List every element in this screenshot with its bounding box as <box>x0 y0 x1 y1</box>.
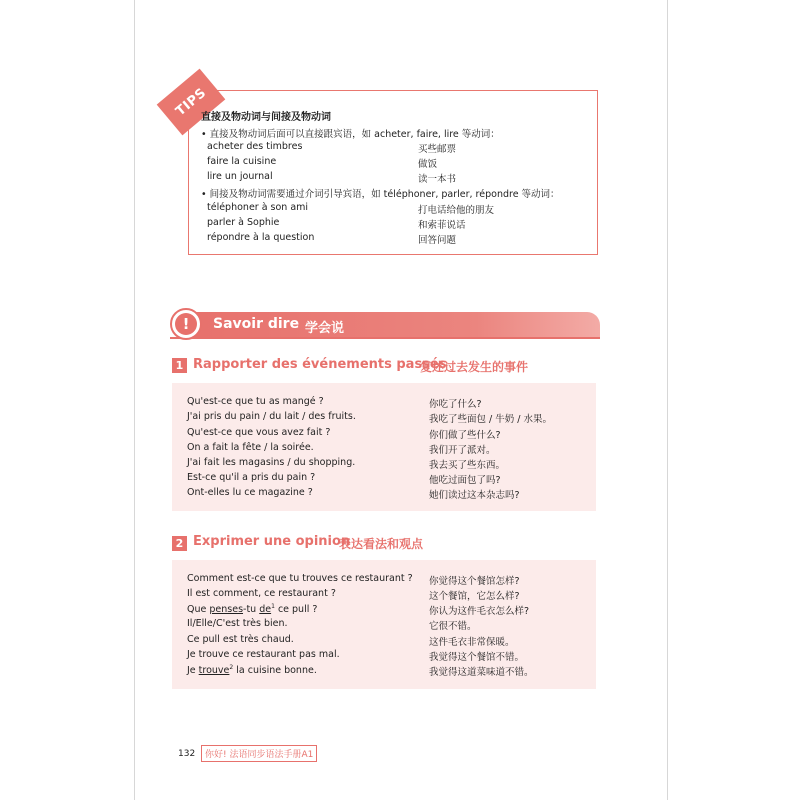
footnote-marker: 1 <box>271 603 275 610</box>
section-title-fr: Savoir dire <box>213 316 300 332</box>
phrase-zh: 这件毛衣非常保暖。 <box>429 637 515 648</box>
tips-example-zh: 买些邮票 <box>418 144 457 155</box>
tips-example-zh: 打电话给他的朋友 <box>418 205 495 216</box>
phrase-fr: Ont-elles lu ce magazine ? <box>187 487 313 498</box>
phrase-part: Que <box>187 604 210 616</box>
tips-example-fr: répondre à la question <box>207 232 315 243</box>
subsection-title-zh: 复述过去发生的事件 <box>420 360 529 374</box>
phrase-zh: 你觉得这个餐馆怎样? <box>429 576 520 587</box>
phrase-fr: J'ai pris du pain / du lait / des fruits. <box>187 411 356 422</box>
phrase-fr: On a fait la fête / la soirée. <box>187 442 314 453</box>
phrase-zh: 我觉得这道菜味道不错。 <box>429 667 534 678</box>
phrase-fr: J'ai fait les magasins / du shopping. <box>187 457 356 468</box>
tips-bullet-direct: • 直接及物动词后面可以直接跟宾语，如 acheter, faire, lire 等动词： <box>201 129 500 140</box>
tips-example-fr: faire la cuisine <box>207 156 277 167</box>
phrase-fr: Je trouve ce restaurant pas mal. <box>187 649 340 660</box>
phrase-zh: 他吃过面包了吗? <box>429 475 501 486</box>
phrase-zh: 你吃了什么? <box>429 399 482 410</box>
phrase-zh: 它很不错。 <box>429 621 477 632</box>
subsection-number: 1 <box>172 358 187 373</box>
phrase-zh: 这个餐馆，它怎么样? <box>429 591 520 602</box>
phrase-part: ce pull ? <box>274 604 318 616</box>
book-title-tag: 你好! 法语同步语法手册A1 <box>201 745 317 762</box>
exclamation-icon <box>170 308 202 340</box>
phrase-zh: 你认为这件毛衣怎么样? <box>429 606 530 617</box>
phrase-fr: Comment est-ce que tu trouves ce restaurant ? <box>187 573 413 584</box>
phrase-fr: Il/Elle/C'est très bien. <box>187 618 288 629</box>
subsection-title-zh: 表达看法和观点 <box>339 537 424 551</box>
phrase-zh: 我去买了些东西。 <box>429 460 506 471</box>
tips-example-fr: acheter des timbres <box>207 141 303 152</box>
exclamation-icon-glyph: ! <box>175 313 197 335</box>
tips-example-fr: téléphoner à son ami <box>207 202 309 213</box>
phrase-zh: 她们读过这本杂志吗? <box>429 490 520 501</box>
phrase-zh: 我觉得这个餐馆不错。 <box>429 652 525 663</box>
tips-example-zh: 读一本书 <box>418 174 457 185</box>
phrase-fr-annotated <box>187 603 317 615</box>
phrase-fr: Il est comment, ce restaurant ? <box>187 588 336 599</box>
phrase-underlined: trouve <box>198 665 230 677</box>
phrase-fr: Ce pull est très chaud. <box>187 634 294 645</box>
footnote-marker: 2 <box>229 664 234 671</box>
tips-example-zh: 回答问题 <box>418 235 457 246</box>
phrase-underlined: de <box>259 604 272 616</box>
phrase-zh: 我吃了些面包 / 牛奶 / 水果。 <box>429 414 552 425</box>
tips-example-zh: 和索菲说话 <box>418 220 466 231</box>
subsection-title-fr: Rapporter des événements passés <box>193 357 447 372</box>
subsection-number: 2 <box>172 536 187 551</box>
phrase-fr-annotated <box>187 664 317 676</box>
phrase-part: la cuisine bonne. <box>233 665 317 677</box>
tips-example-fr: lire un journal <box>207 171 273 182</box>
phrase-underlined: penses <box>209 604 244 616</box>
tips-example-fr: parler à Sophie <box>207 217 280 228</box>
phrase-fr: Qu'est-ce que vous avez fait ? <box>187 427 331 438</box>
phrase-fr: Est-ce qu'il a pris du pain ? <box>187 472 316 483</box>
subsection-title-fr: Exprimer une opinion <box>193 534 351 549</box>
section-title-zh: 学会说 <box>305 321 345 336</box>
section-header-underline <box>170 337 600 339</box>
tips-bullet-indirect: • 间接及物动词需要通过介词引导宾语，如 téléphoner, parler, répondre 等动词： <box>201 189 560 200</box>
phrase-part: Je <box>187 665 199 677</box>
tips-badge: TIPS <box>157 69 226 136</box>
phrase-part: -tu <box>243 604 260 616</box>
tips-title: 直接及物动词与间接及物动词 <box>201 112 331 123</box>
tips-example-zh: 做饭 <box>418 159 438 170</box>
phrase-zh: 我们开了派对。 <box>429 445 496 456</box>
phrase-fr: Qu'est-ce que tu as mangé ? <box>187 396 324 407</box>
page-number: 132 <box>178 749 196 759</box>
phrase-zh: 你们做了些什么? <box>429 430 501 441</box>
